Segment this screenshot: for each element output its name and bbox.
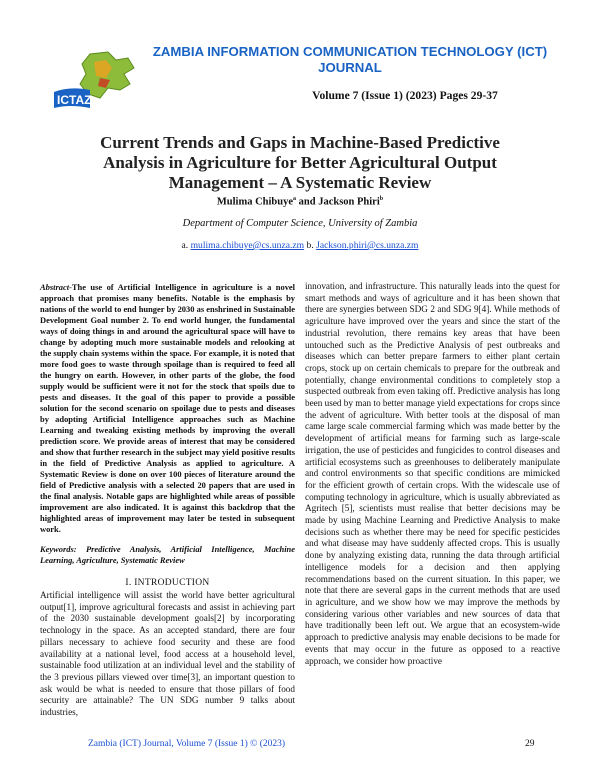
- author-1-sup: a: [293, 196, 297, 202]
- section-heading-introduction: I. INTRODUCTION: [125, 578, 210, 588]
- author-1: Mulima Chibuye: [216, 196, 294, 208]
- intro-text-left: Artificial intelligence will assist the world have better agricultural output[1], improve agricultural forecasts and assist in achieving part of the 2030 sustainable development goals[2] by incorporating technology in the space. As an accepted standard, there are four pillars necessary to achieve food security and these are food availability at a national level, food access at a household level, sustainable food utilization at an individual level and the stability of the 3 previous pillars viewed over time[3], an important question to ask would be what is needed to ensure that those pillars of food security are attainable? The UN SDG number 9 talks about industries,: [40, 590, 295, 718]
- authors: [0, 196, 600, 208]
- title-line-2: Analysis in Agriculture for Better Agricultural Output: [103, 153, 497, 172]
- keywords: Keywords: Predictive Analysis, Artificial Intelligence, Machine Learning, Agriculture, Systematic Review: [40, 544, 295, 565]
- title-line-1: Current Trends and Gaps in Machine-Based Predictive: [100, 133, 500, 152]
- email-a-link[interactable]: mulima.chibuye@cs.unza.zm: [190, 240, 305, 251]
- abstract-label: Abstract-: [40, 282, 72, 292]
- paper-title: [55, 133, 545, 193]
- zambia-map-logo-icon: [50, 48, 146, 114]
- abstract: [40, 282, 295, 535]
- left-column: [40, 282, 295, 719]
- email-b-link[interactable]: Jackson.phiri@cs.unza.zm: [316, 240, 419, 251]
- title-line-3: Management – A Systematic Review: [168, 173, 432, 192]
- emails: [0, 240, 600, 251]
- logo-text: ICTAZ: [57, 93, 92, 107]
- affiliation: Department of Computer Science, University of Zambia: [182, 218, 418, 229]
- email-b-label: b.: [306, 240, 314, 251]
- volume-info: Volume 7 (Issue 1) (2023) Pages 29-37: [312, 89, 498, 102]
- right-column: innovation, and infrastructure. This naturally leads into the quest for smart methods and ways of agriculture and it has been shown that there are synergies between SDG 2 and SDG 9[4]. While methods of agriculture have improved over the years and since the start of the industrial revolution, there remains key areas that have been untouched such as the Predictive Analysis of pest outbreaks and diseases which can better prepare farmers to either plant certain crops, stock up on certain chemicals to prepare for the outbreak and potentially, change environmental conditions to completely stop a suspected outbreak from even taking off. Predictive analysis has long been used by man to better manage yield expectations for crops since the advent of agriculture. With better tools at the disposal of man came large scale commercial farming which was made better by the development of artificial means for farming such as large-scale irrigation, the use of pesticides and fungicides to control diseases and artificial ecosystems such as greenhouses to deliberately manipulate and control environments so that specific conditions are mimicked for the efficient growth of certain crops. With the widescale use of computing technology in agriculture, which is usually abbreviated as Agritech [5], scientists must realise that better decisions may be made by using Machine Learning and Predictive Analysis to make decisions such as whether there may be need for specific pesticides and what disease may have suddenly affected crops. This is usually done by analyzing existing data, running the data through artificial intelligence models for a decision and then applying recommendations based on the current situation. In this paper, we note that there are several gaps in the current methods that are used in agriculture, and we show how we may improve the methods by considering various other variables and new sources of data that have traditionally been left out. We argue that an ecosystem-wide approach to predictive analysis may enable decisions to be made for events that may occur in the future as opposed to a reactive approach, we consider how proactive: [305, 281, 560, 666]
- author-2-sup: b: [379, 196, 384, 202]
- author-2: and Jackson Phiri: [296, 196, 380, 208]
- journal-title-line1: ZAMBIA INFORMATION COMMUNICATION TECHNOLOGY (ICT): [152, 44, 548, 59]
- journal-title-line2: JOURNAL: [318, 60, 382, 75]
- abstract-text: The use of Artificial Intelligence in agriculture is a novel approach that promises many benefits. Notable is the emphasis by nations of the world to end hunger by 2030 as enshrined in Sustainable Development Goal number 2. To end world hunger, the fundamental ways of doing things in and around the agricultural space will have to change by adopting much more sustainable models and relooking at the supply chain systems within the space. For example, it is noted that more food goes to waste through spoilage than is required to feed all the hungry on earth. However, in other parts of the globe, the food supply would be sufficient were it not for the stock that spoils due to pests and diseases. It the goal of this paper to provide a possible solution for the second scenario on spoilage due to pests and diseases by adopting Artificial Intelligence approaches such as Machine Learning and tweaking existing methods by improving the overall prediction score. We provide areas of interest that may be considered and show that further research in the subject may yield positive results in the field of Predictive Analysis as applied to agriculture. A Systematic Review is done on over 100 pieces of literature around the field of Predictive analysis with a selected 20 papers that are used in the final analysis. Notable gaps are highlighted while areas of possible improvement are also indicated. It is against this backdrop that the highlighted areas of improvement may later be tested in subsequent work.: [40, 282, 295, 534]
- email-a-label: a.: [181, 240, 189, 251]
- journal-title: [140, 44, 560, 76]
- page-number: 29: [525, 739, 535, 749]
- journal-logo: [50, 48, 146, 114]
- footer-citation: Zambia (ICT) Journal, Volume 7 (Issue 1) © (2023): [88, 739, 286, 749]
